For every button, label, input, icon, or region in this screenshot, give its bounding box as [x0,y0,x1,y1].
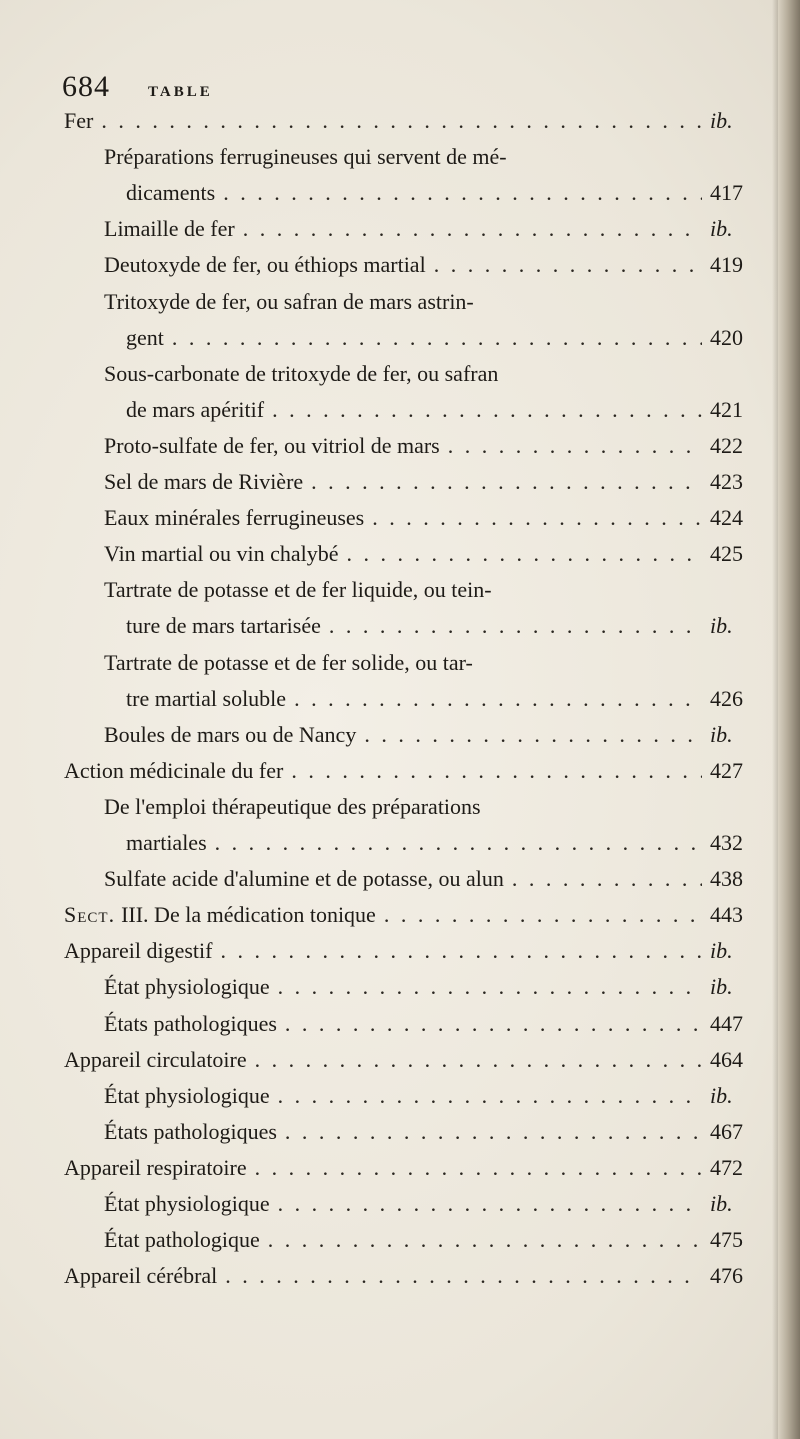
toc-entry-text: martiales [126,830,207,855]
toc-entry-text: Appareil circulatoire [64,1046,247,1072]
toc-entry [104,541,772,571]
toc-entry [64,758,772,788]
toc-page-ref: ib. [710,1191,733,1216]
page-number: 684 [62,70,110,103]
toc-entry [104,144,772,174]
toc-page-ref: 443 [710,902,743,928]
dot-leader [278,1191,702,1217]
dot-leader [347,541,702,567]
toc-entry [104,866,772,896]
toc-entry [104,722,772,752]
toc-entry-text: ture de mars tartarisée [126,613,321,639]
toc-entry-text: Fer [64,108,94,133]
dot-leader [255,1155,702,1181]
toc-entry [104,974,772,1004]
toc-page-ref: ib. [710,216,733,242]
dot-leader [384,902,702,928]
toc-entry [126,325,772,355]
toc-entry [104,505,772,535]
toc-page-ref: ib. [710,613,733,639]
toc-entry-text: Tartrate de potasse et de fer liquide, ou tein- [104,577,492,603]
dot-leader [448,433,702,459]
dot-leader [223,180,702,206]
dot-leader [434,252,702,278]
toc-entry [104,216,772,246]
dot-leader [364,722,702,748]
toc-page-ref: ib. [710,108,733,133]
dot-leader [268,1227,702,1253]
toc-entry [104,433,772,463]
dot-leader [311,469,702,495]
dot-leader [278,974,702,1000]
dot-leader [329,613,702,639]
toc-entry-text: tre martial soluble [126,685,287,711]
toc-page-ref: 422 [710,432,743,458]
toc-entry-text: dicaments [126,180,216,206]
toc-entry-text: État physiologique [104,974,270,1000]
toc-entry [104,1119,772,1149]
toc-entry [104,1227,772,1257]
toc-entry [126,830,772,860]
toc-entry-text: Tartrate de potasse et de fer solide, ou tar- [104,649,473,675]
toc-entry-text: Action médicinale du fer [64,757,284,783]
toc-entry-text: Vin martial ou vin chalybé [104,541,339,567]
toc-entry-text: Appareil cérébral [64,1263,218,1289]
toc-page-ref: 420 [710,324,743,350]
toc-entry [126,686,772,716]
toc-page-ref: ib. [710,938,733,964]
dot-leader [272,397,702,423]
dot-leader [294,686,702,712]
toc-entry-text: Sulfate acide d'alumine et de potasse, ou alun [104,866,504,892]
toc-page-ref: 432 [710,830,743,855]
toc-entry-text: Sous-carbonate de tritoxyde de fer, ou safran [104,360,499,386]
toc-page-ref: 447 [710,1010,743,1036]
toc-page-ref: 472 [710,1154,743,1180]
section-label: Sect. [64,902,116,928]
toc-entry-text: Boules de mars ou de Nancy [104,721,357,747]
toc-page-ref: 421 [710,396,743,422]
toc-page-ref: ib. [710,1082,733,1108]
toc-page-ref: 467 [710,1118,743,1144]
toc-entry-text: Sel de mars de Rivière [104,469,304,494]
dot-leader [225,1263,702,1289]
dot-leader [372,505,702,531]
toc-entry [64,938,772,968]
toc-page-ref: ib. [710,974,733,1000]
toc-entry-text: Limaille de fer [104,216,235,242]
toc-entry [126,397,772,427]
toc-entry-text: Eaux minérales ferrugineuses [104,505,365,531]
toc-entry [104,289,772,319]
toc-entry-text: Proto-sulfate de fer, ou vitriol de mars [104,432,440,458]
toc-entry-text: Appareil digestif [64,938,213,964]
toc-entry [104,650,772,680]
toc-entry [104,361,772,391]
toc-entry [104,1083,772,1113]
dot-leader [278,1083,702,1109]
dot-leader [220,938,702,964]
dot-leader [512,866,702,892]
toc-page-ref: 427 [710,757,743,783]
dot-leader [172,325,702,351]
toc-entry-text: gent [126,324,164,350]
toc-entry [104,577,772,607]
dot-leader [243,216,702,242]
toc-page-ref: 417 [710,180,743,206]
toc-entry-text: État physiologique [104,1191,270,1216]
toc-entry [104,469,772,499]
dot-leader [285,1119,702,1145]
toc-entry-text: État pathologique [104,1227,260,1253]
running-title: TABLE [148,84,213,100]
toc-page-ref: 426 [710,685,743,711]
dot-leader [101,108,702,134]
toc-entry [64,108,772,138]
toc-entry-text: Deutoxyde de fer, ou éthiops martial [104,252,426,278]
dot-leader [291,758,702,784]
toc-entry [126,613,772,643]
toc-entry [104,1191,772,1221]
toc-entry [64,902,772,932]
toc-entry [64,1155,772,1185]
toc-entry-text: Tritoxyde de fer, ou safran de mars astrin- [104,288,474,314]
toc-entry-text: États pathologiques [104,1118,277,1144]
dot-leader [215,830,702,856]
toc-page-ref: 464 [710,1046,743,1072]
toc-page-ref: 425 [710,541,743,567]
toc-entry [64,1047,772,1077]
toc-entry [126,180,772,210]
toc-entry-text: État physiologique [104,1082,270,1108]
toc-page-ref: 423 [710,469,743,494]
dot-leader [285,1011,702,1037]
toc-page-ref: 438 [710,866,743,892]
toc-entry-text: Préparations ferrugineuses qui servent de mé- [104,144,507,170]
page-header [62,70,213,104]
toc-page-ref: 419 [710,252,743,278]
dot-leader [255,1047,702,1073]
toc-entry-text: de mars apéritif [126,396,265,422]
book-spine [778,0,800,1439]
toc-page-ref: 424 [710,505,743,531]
toc-entry-text: États pathologiques [104,1010,277,1036]
toc-page-ref: ib. [710,721,733,747]
toc-entry [104,794,772,824]
toc-entry-text: III. De la médication tonique [121,902,376,928]
toc-entry [64,1263,772,1293]
toc-page-ref: 475 [710,1227,743,1253]
toc-entry [104,1011,772,1041]
toc-entry [104,252,772,282]
toc-page-ref: 476 [710,1263,743,1289]
toc-entry-text: Appareil respiratoire [64,1154,247,1180]
toc-entry-text: De l'emploi thérapeutique des préparations [104,793,481,819]
